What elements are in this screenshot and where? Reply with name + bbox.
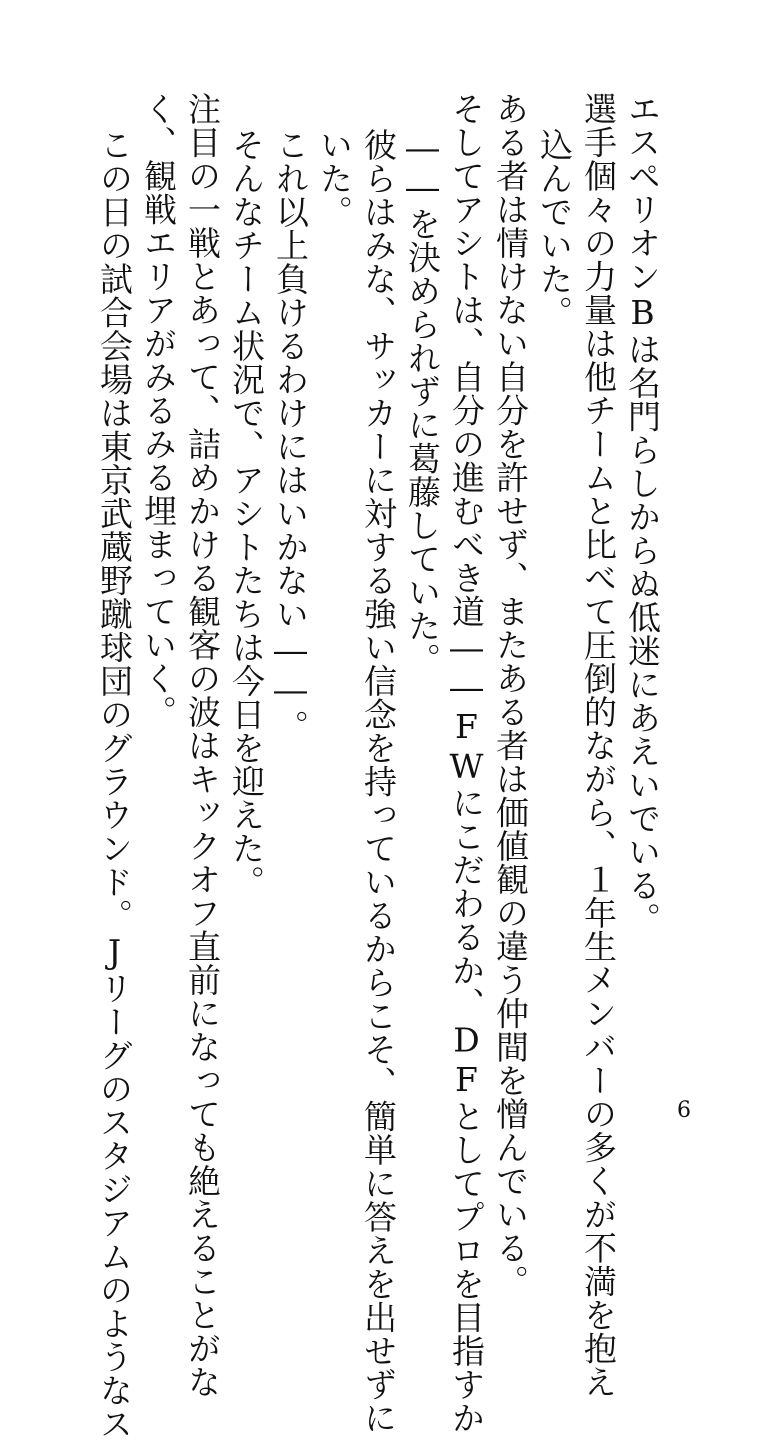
text-column-4: ある者は情けない自分を許せず、またある者は価値観の違う仲間を憎んでいる。 [491,92,530,1298]
text-column-1: エスペリオンBは名門らしからぬ低迷にあえいでいる。 [623,92,662,936]
text-column-12: く、観戦エリアがみるみる埋まっていく。 [139,92,178,729]
text-column-13: この日の試合会場は東京武蔵野蹴球団のグラウンド。Jリーグのスタジアムのようなス [95,128,134,1441]
text-column-6: ――を決められずに葛藤していた。 [403,128,442,676]
text-column-8: いた。 [315,128,354,229]
text-column-5: そしてアシトは、自分の進むべき道――FWにこだわるか、DFとしてプロを目指すか [447,92,486,1435]
page-number: 6 [677,1098,691,1123]
text-column-2: 選手個々の力量は他チームと比べて圧倒的ながら、１年生メンバーの多くが不満を抱え [579,92,618,1399]
text-column-10: そんなチーム状況で、アシトたちは今日を迎えた。 [227,128,266,899]
text-column-3: 込んでいた。 [535,128,574,329]
text-column-11: 注目の一戦とあって、詰めかける観客の波はキックオフ直前になっても絶えることがな [183,92,222,1399]
text-column-7: 彼らはみな、サッカーに対する強い信念を持っているからこそ、簡単に答えを出せずに [359,128,398,1435]
text-column-9: これ以上負けるわけにはいかない――。 [271,128,310,743]
